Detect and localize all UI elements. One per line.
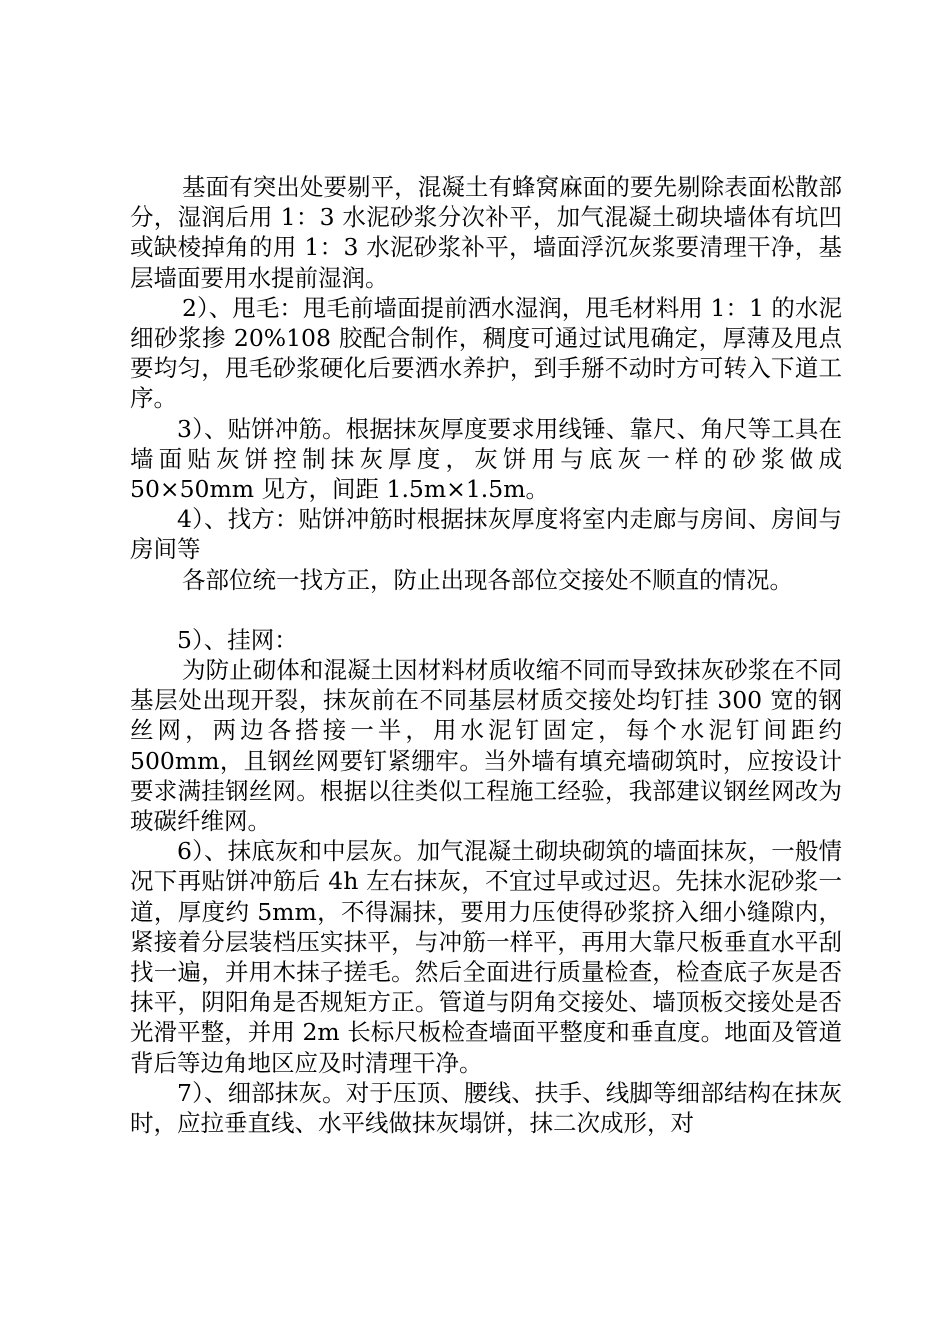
paragraph-base-coat: 6）、抹底灰和中层灰。加气混凝土砌块砌筑的墙面抹灰，一般情况下再贴饼冲筋后 4h 左右抹灰，不宜过早或过迟。先抹水泥砂浆一道，厚度约 5mm，不得漏抹，要用力压使得砂浆挤入细小缝隙内，紧接着分层装档压实抹平，与冲筋一样平，再用大靠尺板垂直水平刮找一遍，并用木抹子搓毛。然后全面进行质量检查，检查底子灰是否抹平，阴阳角是否规矩方正。管道与阴角交接处、墙顶板交接处是否光滑平整，并用 2m 长标尺板检查墙面平整度和垂直度。地面及管道背后等边角地区应及时清理干净。 — [130, 837, 842, 1077]
paragraph-squaring: 4）、找方：贴饼冲筋时根据抹灰厚度将室内走廊与房间、房间与房间等 — [130, 505, 842, 564]
paragraph-mesh: 为防止砌体和混凝土因材料材质收缩不同而导致抹灰砂浆在不同基层处出现开裂，抹灰前在不同基层材质交接处均钉挂 300 宽的钢丝网，两边各搭接一半，用水泥钉固定，每个水泥钉间距约 500mm，且钢丝网要钉紧绷牢。当外墙有填充墙砌筑时，应按设计要求满挂钢丝网。根据以往类似工程施工经验，我部建议钢丝网改为玻碳纤维网。 — [130, 656, 842, 836]
paragraph-roughening: 2）、甩毛：甩毛前墙面提前洒水湿润，甩毛材料用 1：1 的水泥细砂浆掺 20%108 胶配合制作，稠度可通过试甩确定，厚薄及甩点要均匀，甩毛砂浆硬化后要洒水养护，到手掰不动时方可转入下道工序。 — [130, 293, 842, 413]
paragraph-squaring-continued: 各部位统一找方正，防止出现各部位交接处不顺直的情况。 — [182, 565, 793, 594]
paragraph-plaster-cakes: 3）、贴饼冲筋。根据抹灰厚度要求用线锤、靠尺、角尺等工具在墙面贴灰饼控制抹灰厚度，灰饼用与底灰一样的砂浆做成 50×50mm 见方，间距 1.5m×1.5m。 — [130, 414, 842, 504]
paragraph-mesh-heading: 5）、挂网： — [177, 625, 298, 654]
blank-line — [130, 595, 842, 625]
paragraph-base-surface: 基面有突出处要剔平，混凝土有蜂窝麻面的要先剔除表面松散部分，湿润后用 1：3 水泥砂浆分次补平，加气混凝土砌块墙体有坑凹或缺棱掉角的用 1：3 水泥砂浆补平，墙面浮沉灰浆要清理干净，基层墙面要用水提前湿润。 — [130, 173, 842, 292]
paragraph-detail-plaster: 7）、细部抹灰。对于压顶、腰线、扶手、线脚等细部结构在抹灰时，应拉垂直线、水平线做抹灰塌饼，抹二次成形，对 — [130, 1078, 842, 1138]
document-body — [130, 172, 842, 1138]
